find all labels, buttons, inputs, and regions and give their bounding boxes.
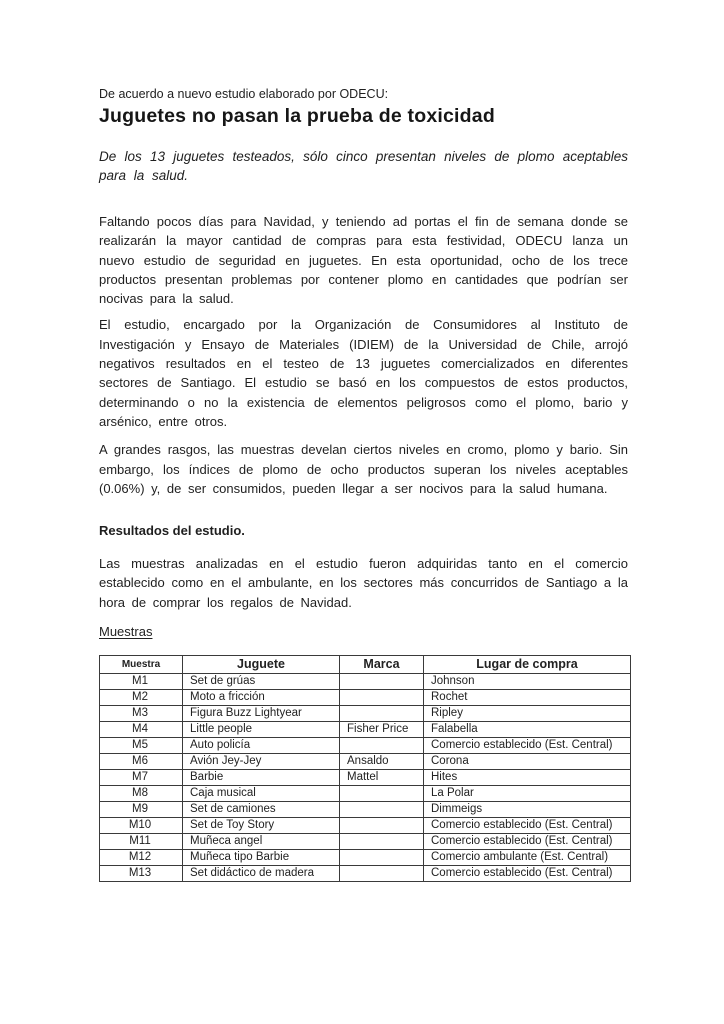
table-row [100, 738, 631, 754]
sample-id-cell: M4 [100, 722, 183, 738]
toy-cell: Little people [183, 722, 340, 738]
brand-cell: Mattel [340, 770, 424, 786]
table-row [100, 722, 631, 738]
paragraph-4: Las muestras analizadas en el estudio fueron adquiridas tanto en el comercio establecido como en el ambulante, en los sectores más concurridos de Santiago a la hora de comprar los regalos de Navidad. [99, 556, 628, 610]
table-header-row [100, 656, 631, 674]
purchase-place-cell: Comercio establecido (Est. Central) [424, 866, 631, 882]
brand-cell [340, 690, 424, 706]
toy-cell: Figura Buzz Lightyear [183, 706, 340, 722]
column-header-muestra: Muestra [100, 656, 183, 674]
article-subtitle: De los 13 juguetes testeados, sólo cinco presentan niveles de plomo aceptables para la salud. [99, 149, 628, 183]
paragraph-2: El estudio, encargado por la Organización de Consumidores al Instituto de Investigación y Ensayo de Materiales (IDIEM) de la Universidad de Chile, arrojó negativos resultados en el testeo de 13 juguetes comercializados en diferentes sectores de Santiago. El estudio se basó en los compuestos de estos productos, determinando o no la existencia de elementos peligrosos como el plomo, bario y arsénico, entre otros. [99, 317, 628, 429]
article-title: Juguetes no pasan la prueba de toxicidad [99, 105, 495, 127]
column-header-marca: Marca [340, 656, 424, 674]
sample-id-cell: M11 [100, 834, 183, 850]
sample-id-cell: M3 [100, 706, 183, 722]
purchase-place-cell: Hites [424, 770, 631, 786]
table-row [100, 786, 631, 802]
paragraph-3: A grandes rasgos, las muestras develan ciertos niveles en cromo, plomo y bario. Sin embargo, los índices de plomo de ocho productos superan los niveles aceptables (0.06%) y, de ser consumidos, pueden llegar a ser nocivos para la salud humana. [99, 442, 628, 496]
toy-cell: Set de grúas [183, 674, 340, 690]
table-row [100, 818, 631, 834]
brand-cell: Fisher Price [340, 722, 424, 738]
section-heading-results: Resultados del estudio. [99, 523, 245, 539]
samples-table-label: Muestras [99, 624, 153, 640]
purchase-place-cell: La Polar [424, 786, 631, 802]
purchase-place-cell: Dimmeigs [424, 802, 631, 818]
sample-id-cell: M2 [100, 690, 183, 706]
brand-cell [340, 738, 424, 754]
table-row [100, 802, 631, 818]
sample-id-cell: M10 [100, 818, 183, 834]
table-row [100, 754, 631, 770]
purchase-place-cell: Comercio establecido (Est. Central) [424, 834, 631, 850]
purchase-place-cell: Ripley [424, 706, 631, 722]
samples-table [99, 655, 631, 882]
sample-id-cell: M5 [100, 738, 183, 754]
brand-cell [340, 706, 424, 722]
brand-cell [340, 674, 424, 690]
document-content [99, 86, 628, 882]
brand-cell: Ansaldo [340, 754, 424, 770]
sample-id-cell: M13 [100, 866, 183, 882]
brand-cell [340, 818, 424, 834]
purchase-place-cell: Falabella [424, 722, 631, 738]
sample-id-cell: M7 [100, 770, 183, 786]
samples-table-body [100, 674, 631, 882]
table-row [100, 866, 631, 882]
sample-id-cell: M12 [100, 850, 183, 866]
toy-cell: Set de Toy Story [183, 818, 340, 834]
table-row [100, 690, 631, 706]
purchase-place-cell: Comercio establecido (Est. Central) [424, 738, 631, 754]
brand-cell [340, 786, 424, 802]
toy-cell: Muñeca angel [183, 834, 340, 850]
toy-cell: Set didáctico de madera [183, 866, 340, 882]
column-header-lugar: Lugar de compra [424, 656, 631, 674]
table-row [100, 850, 631, 866]
brand-cell [340, 802, 424, 818]
toy-cell: Moto a fricción [183, 690, 340, 706]
toy-cell: Avión Jey-Jey [183, 754, 340, 770]
table-row [100, 834, 631, 850]
brand-cell [340, 866, 424, 882]
purchase-place-cell: Comercio establecido (Est. Central) [424, 818, 631, 834]
kicker-line: De acuerdo a nuevo estudio elaborado por ODECU: [99, 87, 389, 101]
toy-cell: Caja musical [183, 786, 340, 802]
toy-cell: Barbie [183, 770, 340, 786]
purchase-place-cell: Corona [424, 754, 631, 770]
table-row [100, 674, 631, 690]
toy-cell: Auto policía [183, 738, 340, 754]
purchase-place-cell: Rochet [424, 690, 631, 706]
toy-cell: Muñeca tipo Barbie [183, 850, 340, 866]
toy-cell: Set de camiones [183, 802, 340, 818]
column-header-juguete: Juguete [183, 656, 340, 674]
purchase-place-cell: Comercio ambulante (Est. Central) [424, 850, 631, 866]
sample-id-cell: M9 [100, 802, 183, 818]
table-row [100, 706, 631, 722]
sample-id-cell: M8 [100, 786, 183, 802]
sample-id-cell: M6 [100, 754, 183, 770]
brand-cell [340, 834, 424, 850]
table-row [100, 770, 631, 786]
purchase-place-cell: Johnson [424, 674, 631, 690]
brand-cell [340, 850, 424, 866]
paragraph-1: Faltando pocos días para Navidad, y teniendo ad portas el fin de semana donde se realizarán la mayor cantidad de compras para esta festividad, ODECU lanza un nuevo estudio de seguridad en juguetes. En esta oportunidad, ocho de los trece productos presentan problemas por contener plomo en cantidades que podrían ser nocivas para la salud. [99, 214, 628, 307]
sample-id-cell: M1 [100, 674, 183, 690]
